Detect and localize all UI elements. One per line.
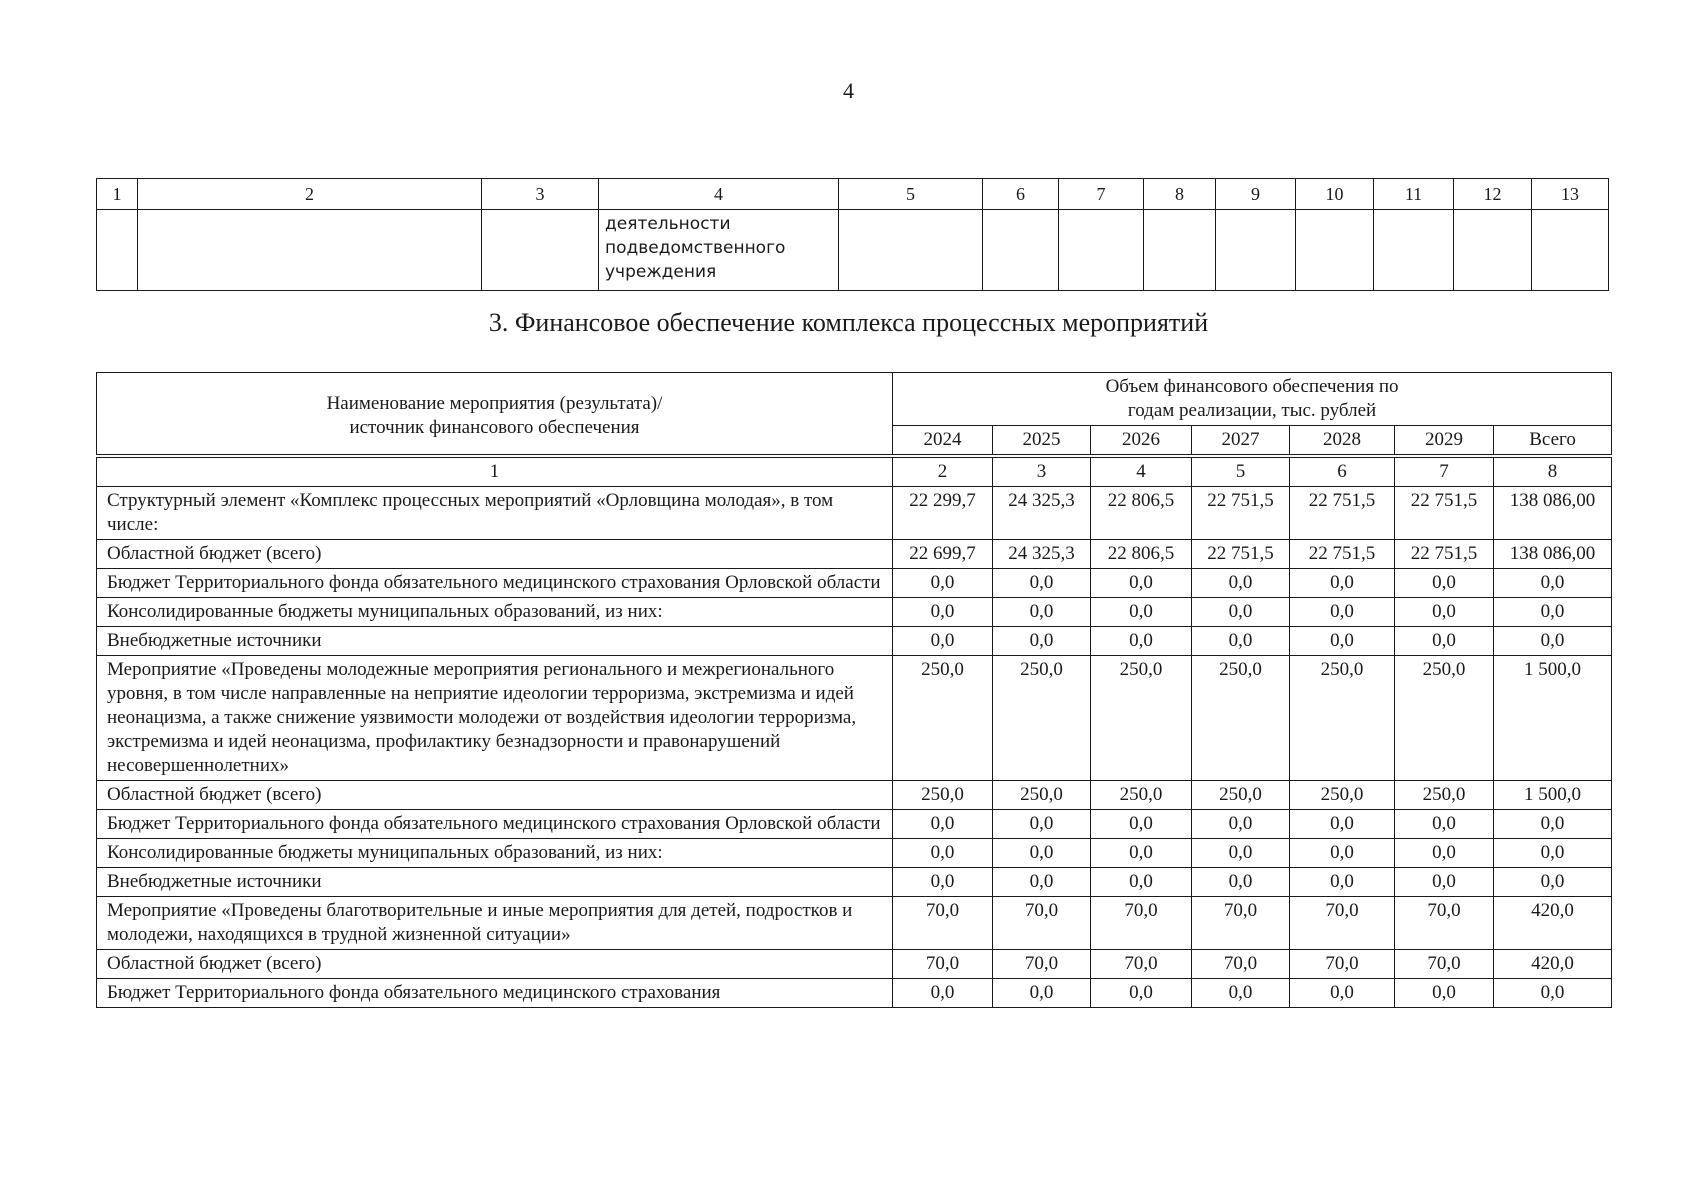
row-year-value: 0,0 bbox=[1091, 868, 1192, 897]
finance-colnum-row bbox=[97, 458, 1612, 487]
row-total-value: 0,0 bbox=[1494, 627, 1612, 656]
row-year-value: 24 325,3 bbox=[993, 540, 1091, 569]
column-number: 12 bbox=[1454, 179, 1532, 210]
row-year-value: 22 299,7 bbox=[893, 487, 993, 540]
finance-table-body bbox=[97, 487, 1612, 1008]
row-total-value: 0,0 bbox=[1494, 979, 1612, 1008]
row-year-value: 70,0 bbox=[993, 950, 1091, 979]
year-header: 2025 bbox=[993, 426, 1091, 455]
table-cell bbox=[839, 210, 983, 291]
row-year-value: 250,0 bbox=[1091, 656, 1192, 781]
row-year-value: 0,0 bbox=[1395, 979, 1494, 1008]
row-year-value: 0,0 bbox=[1395, 598, 1494, 627]
continued-table-header-row bbox=[97, 179, 1609, 210]
table-cell bbox=[1296, 210, 1374, 291]
row-name: Консолидированные бюджеты муниципальных образований, из них: bbox=[97, 839, 893, 868]
row-total-value: 0,0 bbox=[1494, 569, 1612, 598]
continued-table bbox=[96, 178, 1609, 291]
row-total-value: 1 500,0 bbox=[1494, 656, 1612, 781]
row-year-value: 250,0 bbox=[1192, 656, 1290, 781]
table-cell bbox=[1454, 210, 1532, 291]
row-total-value: 0,0 bbox=[1494, 868, 1612, 897]
row-year-value: 70,0 bbox=[1395, 950, 1494, 979]
row-year-value: 250,0 bbox=[993, 656, 1091, 781]
year-header: 2024 bbox=[893, 426, 993, 455]
table-cell bbox=[1374, 210, 1454, 291]
table-cell bbox=[1216, 210, 1296, 291]
row-year-value: 0,0 bbox=[893, 868, 993, 897]
column-number: 5 bbox=[839, 179, 983, 210]
row-name: Консолидированные бюджеты муниципальных образований, из них: bbox=[97, 598, 893, 627]
table-row bbox=[97, 487, 1612, 540]
row-year-value: 0,0 bbox=[993, 979, 1091, 1008]
column-number: 1 bbox=[97, 179, 138, 210]
row-year-value: 0,0 bbox=[1091, 839, 1192, 868]
table-cell bbox=[1059, 210, 1144, 291]
row-year-value: 22 806,5 bbox=[1091, 487, 1192, 540]
row-name: Структурный элемент «Комплекс процессных мероприятий «Орловщина молодая», в том числе: bbox=[97, 487, 893, 540]
column-number: 4 bbox=[1091, 458, 1192, 487]
column-number: 5 bbox=[1192, 458, 1290, 487]
page-number: 4 bbox=[843, 78, 854, 103]
row-year-value: 0,0 bbox=[1290, 868, 1395, 897]
table-cell bbox=[138, 210, 482, 291]
row-year-value: 0,0 bbox=[1290, 598, 1395, 627]
row-total-value: 0,0 bbox=[1494, 839, 1612, 868]
row-name: Мероприятие «Проведены молодежные мероприятия регионального и межрегионального уровня, в том числе направленные на неприятие идеологии терроризма, экстремизма и идей неонацизма, а также снижение уязвимости молодежи от воздействия идеологии терроризма, экстремизма и идей неонацизма, профилактику безнадзорности и правонарушений несовершеннолетних» bbox=[97, 656, 893, 781]
row-year-value: 0,0 bbox=[1192, 598, 1290, 627]
table-row bbox=[97, 868, 1612, 897]
table-row bbox=[97, 979, 1612, 1008]
row-year-value: 0,0 bbox=[993, 598, 1091, 627]
row-year-value: 0,0 bbox=[1290, 627, 1395, 656]
table-row bbox=[97, 540, 1612, 569]
finance-header-row bbox=[97, 373, 1612, 426]
row-year-value: 70,0 bbox=[893, 950, 993, 979]
row-name: Внебюджетные источники bbox=[97, 868, 893, 897]
row-year-value: 0,0 bbox=[1091, 810, 1192, 839]
table-row bbox=[97, 781, 1612, 810]
row-name: Мероприятие «Проведены благотворительные и иные мероприятия для детей, подростков и молодежи, находящихся в трудной жизненной ситуации» bbox=[97, 897, 893, 950]
row-total-value: 420,0 bbox=[1494, 950, 1612, 979]
row-total-value: 0,0 bbox=[1494, 810, 1612, 839]
column-number: 9 bbox=[1216, 179, 1296, 210]
row-year-value: 0,0 bbox=[1192, 569, 1290, 598]
row-year-value: 0,0 bbox=[893, 979, 993, 1008]
row-year-value: 70,0 bbox=[1091, 897, 1192, 950]
row-total-value: 420,0 bbox=[1494, 897, 1612, 950]
row-year-value: 0,0 bbox=[993, 868, 1091, 897]
row-year-value: 0,0 bbox=[1395, 627, 1494, 656]
row-year-value: 22 751,5 bbox=[1290, 487, 1395, 540]
row-year-value: 0,0 bbox=[1395, 569, 1494, 598]
row-name: Областной бюджет (всего) bbox=[97, 540, 893, 569]
row-year-value: 22 699,7 bbox=[893, 540, 993, 569]
row-year-value: 0,0 bbox=[1290, 810, 1395, 839]
row-year-value: 0,0 bbox=[1192, 979, 1290, 1008]
column-number: 8 bbox=[1144, 179, 1216, 210]
row-year-value: 22 751,5 bbox=[1395, 487, 1494, 540]
row-year-value: 0,0 bbox=[1290, 569, 1395, 598]
row-year-value: 22 806,5 bbox=[1091, 540, 1192, 569]
table-row bbox=[97, 656, 1612, 781]
column-number: 6 bbox=[1290, 458, 1395, 487]
row-year-value: 0,0 bbox=[1192, 810, 1290, 839]
row-name: Бюджет Территориального фонда обязательного медицинского страхования Орловской области bbox=[97, 810, 893, 839]
table-row bbox=[97, 950, 1612, 979]
row-year-value: 0,0 bbox=[993, 569, 1091, 598]
row-year-value: 250,0 bbox=[993, 781, 1091, 810]
row-name: Областной бюджет (всего) bbox=[97, 950, 893, 979]
row-year-value: 0,0 bbox=[893, 627, 993, 656]
row-year-value: 22 751,5 bbox=[1192, 487, 1290, 540]
column-number: 1 bbox=[97, 458, 893, 487]
column-number: 8 bbox=[1494, 458, 1612, 487]
row-year-value: 0,0 bbox=[1290, 839, 1395, 868]
header-volume-cell: Объем финансового обеспечения по годам реализации, тыс. рублей bbox=[893, 373, 1612, 426]
row-year-value: 0,0 bbox=[893, 569, 993, 598]
row-year-value: 250,0 bbox=[1290, 781, 1395, 810]
year-header: 2029 bbox=[1395, 426, 1494, 455]
row-year-value: 0,0 bbox=[993, 839, 1091, 868]
row-year-value: 250,0 bbox=[893, 781, 993, 810]
row-year-value: 0,0 bbox=[1091, 979, 1192, 1008]
table-row bbox=[97, 627, 1612, 656]
column-number: 3 bbox=[482, 179, 599, 210]
finance-table bbox=[96, 372, 1612, 1008]
row-year-value: 250,0 bbox=[1395, 656, 1494, 781]
continued-table-row bbox=[97, 210, 1609, 291]
row-year-value: 24 325,3 bbox=[993, 487, 1091, 540]
row-year-value: 250,0 bbox=[1290, 656, 1395, 781]
row-year-value: 70,0 bbox=[993, 897, 1091, 950]
row-year-value: 70,0 bbox=[1290, 950, 1395, 979]
row-name: Областной бюджет (всего) bbox=[97, 781, 893, 810]
table-cell bbox=[983, 210, 1059, 291]
table-row bbox=[97, 897, 1612, 950]
row-year-value: 0,0 bbox=[993, 627, 1091, 656]
row-year-value: 70,0 bbox=[1290, 897, 1395, 950]
row-year-value: 70,0 bbox=[893, 897, 993, 950]
row-year-value: 70,0 bbox=[1395, 897, 1494, 950]
row-year-value: 22 751,5 bbox=[1192, 540, 1290, 569]
row-year-value: 0,0 bbox=[1091, 627, 1192, 656]
row-year-value: 250,0 bbox=[1395, 781, 1494, 810]
row-year-value: 0,0 bbox=[993, 810, 1091, 839]
row-year-value: 250,0 bbox=[1091, 781, 1192, 810]
row-year-value: 22 751,5 bbox=[1290, 540, 1395, 569]
row-year-value: 70,0 bbox=[1192, 897, 1290, 950]
row-total-value: 1 500,0 bbox=[1494, 781, 1612, 810]
row-year-value: 70,0 bbox=[1192, 950, 1290, 979]
year-header: 2028 bbox=[1290, 426, 1395, 455]
row-year-value: 0,0 bbox=[1192, 868, 1290, 897]
row-year-value: 0,0 bbox=[1091, 569, 1192, 598]
row-year-value: 22 751,5 bbox=[1395, 540, 1494, 569]
row-name: Внебюджетные источники bbox=[97, 627, 893, 656]
column-number: 2 bbox=[893, 458, 993, 487]
row-total-value: 0,0 bbox=[1494, 598, 1612, 627]
row-total-value: 138 086,00 bbox=[1494, 540, 1612, 569]
column-number: 13 bbox=[1532, 179, 1609, 210]
table-row bbox=[97, 810, 1612, 839]
column-number: 10 bbox=[1296, 179, 1374, 210]
row-year-value: 0,0 bbox=[1192, 627, 1290, 656]
header-name-cell: Наименование мероприятия (результата)/ источник финансового обеспечения bbox=[97, 373, 893, 455]
column-number: 4 bbox=[599, 179, 839, 210]
table-cell bbox=[1144, 210, 1216, 291]
table-cell bbox=[97, 210, 138, 291]
row-name: Бюджет Территориального фонда обязательного медицинского страхования Орловской области bbox=[97, 569, 893, 598]
column-number: 6 bbox=[983, 179, 1059, 210]
row-year-value: 0,0 bbox=[1395, 810, 1494, 839]
total-header: Всего bbox=[1494, 426, 1612, 455]
column-number: 11 bbox=[1374, 179, 1454, 210]
column-number: 3 bbox=[993, 458, 1091, 487]
section-title: 3. Финансовое обеспечение комплекса процессных мероприятий bbox=[488, 308, 1209, 337]
table-row bbox=[97, 839, 1612, 868]
year-header: 2027 bbox=[1192, 426, 1290, 455]
column-number: 2 bbox=[138, 179, 482, 210]
row-year-value: 0,0 bbox=[893, 598, 993, 627]
table-row bbox=[97, 598, 1612, 627]
row-year-value: 0,0 bbox=[1290, 979, 1395, 1008]
column-number: 7 bbox=[1395, 458, 1494, 487]
row-year-value: 250,0 bbox=[1192, 781, 1290, 810]
table-row bbox=[97, 569, 1612, 598]
column-number: 7 bbox=[1059, 179, 1144, 210]
table-cell-activity-text: деятельности подведомственного учреждения bbox=[599, 210, 839, 291]
row-year-value: 250,0 bbox=[893, 656, 993, 781]
row-name: Бюджет Территориального фонда обязательного медицинского страхования bbox=[97, 979, 893, 1008]
row-year-value: 0,0 bbox=[1091, 598, 1192, 627]
row-year-value: 70,0 bbox=[1091, 950, 1192, 979]
row-year-value: 0,0 bbox=[1395, 839, 1494, 868]
year-header: 2026 bbox=[1091, 426, 1192, 455]
table-cell bbox=[482, 210, 599, 291]
row-total-value: 138 086,00 bbox=[1494, 487, 1612, 540]
row-year-value: 0,0 bbox=[893, 839, 993, 868]
row-year-value: 0,0 bbox=[1395, 868, 1494, 897]
row-year-value: 0,0 bbox=[1192, 839, 1290, 868]
row-year-value: 0,0 bbox=[893, 810, 993, 839]
table-cell bbox=[1532, 210, 1609, 291]
